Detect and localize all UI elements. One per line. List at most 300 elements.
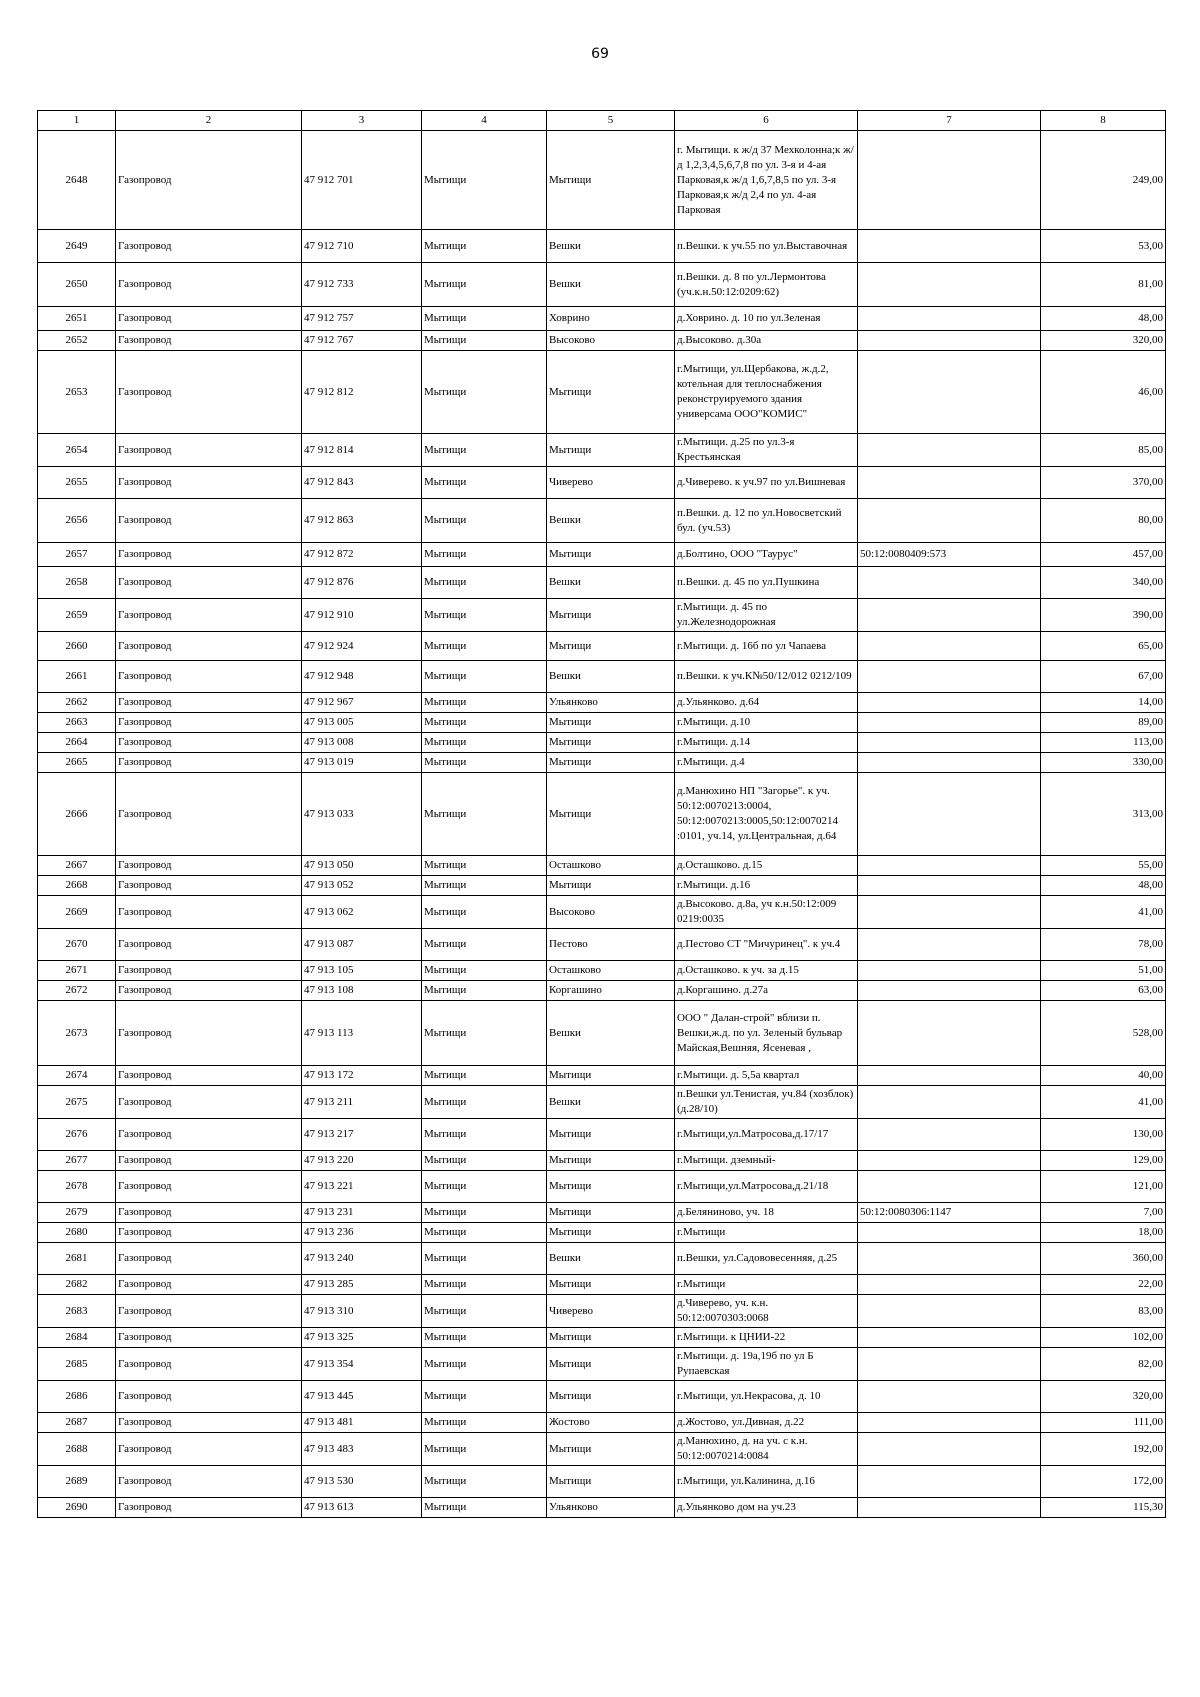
table-row <box>38 929 1166 961</box>
cell-address: п.Вешки. к уч.55 по ул.Выставочная <box>675 230 858 263</box>
cell-length: 113,00 <box>1041 733 1166 753</box>
cell-address: г.Мытищи,ул.Матросова,д.21/18 <box>675 1171 858 1203</box>
cell-cadastral-number <box>858 856 1041 876</box>
table-row <box>38 632 1166 661</box>
cell-oktmo-code: 47 913 221 <box>302 1171 422 1203</box>
cell-row-number: 2683 <box>38 1295 116 1328</box>
cell-cadastral-number <box>858 1243 1041 1275</box>
cell-oktmo-code: 47 912 710 <box>302 230 422 263</box>
cell-row-number: 2657 <box>38 543 116 567</box>
cell-oktmo-code: 47 913 005 <box>302 713 422 733</box>
cell-address: г.Мытищи. д.10 <box>675 713 858 733</box>
cell-oktmo-code: 47 912 863 <box>302 499 422 543</box>
cell-cadastral-number <box>858 753 1041 773</box>
cell-object-type: Газопровод <box>116 351 302 434</box>
table-row <box>38 876 1166 896</box>
cell-address: д.Высоково. д.8а, уч к.н.50:12:009 0219:0035 <box>675 896 858 929</box>
cell-row-number: 2688 <box>38 1433 116 1466</box>
cell-object-type: Газопровод <box>116 331 302 351</box>
cell-length: 528,00 <box>1041 1001 1166 1066</box>
cell-oktmo-code: 47 912 872 <box>302 543 422 567</box>
cell-settlement: Чиверево <box>547 467 675 499</box>
cell-municipality: Мытищи <box>422 1466 547 1498</box>
table-row <box>38 499 1166 543</box>
cell-address: г.Мытищи. д.14 <box>675 733 858 753</box>
cell-address: д.Ховрино. д. 10 по ул.Зеленая <box>675 307 858 331</box>
cell-object-type: Газопровод <box>116 434 302 467</box>
cell-row-number: 2666 <box>38 773 116 856</box>
cell-object-type: Газопровод <box>116 1348 302 1381</box>
cell-settlement: Мытищи <box>547 1328 675 1348</box>
cell-municipality: Мытищи <box>422 263 547 307</box>
cell-cadastral-number <box>858 1223 1041 1243</box>
cell-row-number: 2690 <box>38 1498 116 1518</box>
cell-address: г.Мытищи, ул.Некрасова, д. 10 <box>675 1381 858 1413</box>
table-row <box>38 961 1166 981</box>
table-row <box>38 1328 1166 1348</box>
cell-settlement: Мытищи <box>547 351 675 434</box>
table-row <box>38 856 1166 876</box>
cell-municipality: Мытищи <box>422 1348 547 1381</box>
cell-cadastral-number <box>858 1275 1041 1295</box>
cell-municipality: Мытищи <box>422 896 547 929</box>
table-row <box>38 1001 1166 1066</box>
cell-length: 130,00 <box>1041 1119 1166 1151</box>
cell-settlement: Мытищи <box>547 131 675 230</box>
cell-oktmo-code: 47 913 050 <box>302 856 422 876</box>
column-header: 8 <box>1041 111 1166 131</box>
cell-settlement: Ульянково <box>547 693 675 713</box>
cell-settlement: Ховрино <box>547 307 675 331</box>
table-row <box>38 567 1166 599</box>
cell-cadastral-number <box>858 131 1041 230</box>
cell-settlement: Мытищи <box>547 632 675 661</box>
cell-cadastral-number <box>858 599 1041 632</box>
cell-municipality: Мытищи <box>422 632 547 661</box>
cell-settlement: Осташково <box>547 961 675 981</box>
cell-length: 67,00 <box>1041 661 1166 693</box>
cell-address: г.Мытищи,ул.Матросова,д.17/17 <box>675 1119 858 1151</box>
cell-row-number: 2670 <box>38 929 116 961</box>
cell-length: 81,00 <box>1041 263 1166 307</box>
table-row <box>38 331 1166 351</box>
cell-municipality: Мытищи <box>422 351 547 434</box>
cell-address: г.Мытищи, ул.Щербакова, ж.д.2, котельная для теплоснабжения реконструируемого здания универсама ООО"КОМИС" <box>675 351 858 434</box>
cell-object-type: Газопровод <box>116 1151 302 1171</box>
header-row <box>38 111 1166 131</box>
cell-settlement: Вешки <box>547 1243 675 1275</box>
cell-oktmo-code: 47 913 483 <box>302 1433 422 1466</box>
cell-length: 63,00 <box>1041 981 1166 1001</box>
cell-object-type: Газопровод <box>116 661 302 693</box>
cell-settlement: Мытищи <box>547 733 675 753</box>
cell-municipality: Мытищи <box>422 1433 547 1466</box>
cell-oktmo-code: 47 913 310 <box>302 1295 422 1328</box>
cell-cadastral-number <box>858 263 1041 307</box>
cell-object-type: Газопровод <box>116 1171 302 1203</box>
cell-cadastral-number: 50:12:0080409:573 <box>858 543 1041 567</box>
cell-object-type: Газопровод <box>116 307 302 331</box>
cell-length: 65,00 <box>1041 632 1166 661</box>
cell-row-number: 2685 <box>38 1348 116 1381</box>
cell-length: 41,00 <box>1041 896 1166 929</box>
cell-object-type: Газопровод <box>116 1466 302 1498</box>
cell-settlement: Мытищи <box>547 1433 675 1466</box>
cell-row-number: 2660 <box>38 632 116 661</box>
cell-municipality: Мытищи <box>422 1151 547 1171</box>
cell-cadastral-number <box>858 467 1041 499</box>
cell-municipality: Мытищи <box>422 733 547 753</box>
cell-municipality: Мытищи <box>422 856 547 876</box>
cell-address: п.Вешки, ул.Садововесенняя, д.25 <box>675 1243 858 1275</box>
page-number: 69 <box>591 46 609 62</box>
cell-cadastral-number <box>858 307 1041 331</box>
cell-length: 53,00 <box>1041 230 1166 263</box>
cell-settlement: Вешки <box>547 230 675 263</box>
cell-oktmo-code: 47 912 814 <box>302 434 422 467</box>
cell-settlement: Ульянково <box>547 1498 675 1518</box>
cell-settlement: Вешки <box>547 263 675 307</box>
cell-address: д.Чиверево, уч. к.н. 50:12:0070303:0068 <box>675 1295 858 1328</box>
cell-object-type: Газопровод <box>116 1243 302 1275</box>
cell-row-number: 2669 <box>38 896 116 929</box>
table-row <box>38 713 1166 733</box>
cell-row-number: 2654 <box>38 434 116 467</box>
table-row <box>38 896 1166 929</box>
cell-row-number: 2678 <box>38 1171 116 1203</box>
table-row <box>38 263 1166 307</box>
cell-oktmo-code: 47 912 948 <box>302 661 422 693</box>
table-row <box>38 599 1166 632</box>
cell-object-type: Газопровод <box>116 1328 302 1348</box>
column-header: 1 <box>38 111 116 131</box>
cell-length: 78,00 <box>1041 929 1166 961</box>
cell-object-type: Газопровод <box>116 1295 302 1328</box>
table-row <box>38 1295 1166 1328</box>
cell-municipality: Мытищи <box>422 599 547 632</box>
cell-address: д.Беляниново, уч. 18 <box>675 1203 858 1223</box>
table-row <box>38 1086 1166 1119</box>
column-header: 2 <box>116 111 302 131</box>
cell-address: г.Мытищи. к ЦНИИ-22 <box>675 1328 858 1348</box>
cell-settlement: Мытищи <box>547 1171 675 1203</box>
cell-address: г.Мытищи <box>675 1223 858 1243</box>
cell-oktmo-code: 47 913 613 <box>302 1498 422 1518</box>
cell-settlement: Высоково <box>547 331 675 351</box>
cell-municipality: Мытищи <box>422 567 547 599</box>
cell-row-number: 2682 <box>38 1275 116 1295</box>
cell-address: г.Мытищи. д. 45 по ул.Железнодорожная <box>675 599 858 632</box>
cell-address: г.Мытищи. д.16 <box>675 876 858 896</box>
cell-row-number: 2652 <box>38 331 116 351</box>
cell-cadastral-number <box>858 1413 1041 1433</box>
cell-cadastral-number <box>858 733 1041 753</box>
cell-oktmo-code: 47 912 767 <box>302 331 422 351</box>
table-row <box>38 1275 1166 1295</box>
cell-address: п.Вешки. к уч.К№50/12/012 0212/109 <box>675 661 858 693</box>
cell-cadastral-number <box>858 961 1041 981</box>
cell-address: д.Чиверево. к уч.97 по ул.Вишневая <box>675 467 858 499</box>
cell-municipality: Мытищи <box>422 693 547 713</box>
cell-oktmo-code: 47 912 967 <box>302 693 422 713</box>
cell-row-number: 2659 <box>38 599 116 632</box>
cell-cadastral-number <box>858 1348 1041 1381</box>
cell-length: 249,00 <box>1041 131 1166 230</box>
cell-row-number: 2673 <box>38 1001 116 1066</box>
cell-object-type: Газопровод <box>116 856 302 876</box>
cell-oktmo-code: 47 913 105 <box>302 961 422 981</box>
cell-object-type: Газопровод <box>116 1086 302 1119</box>
cell-object-type: Газопровод <box>116 961 302 981</box>
cell-municipality: Мытищи <box>422 929 547 961</box>
cell-cadastral-number <box>858 1119 1041 1151</box>
cell-length: 83,00 <box>1041 1295 1166 1328</box>
cell-settlement: Мытищи <box>547 1381 675 1413</box>
cell-object-type: Газопровод <box>116 1119 302 1151</box>
cell-oktmo-code: 47 912 757 <box>302 307 422 331</box>
cell-oktmo-code: 47 913 087 <box>302 929 422 961</box>
cell-settlement: Мытищи <box>547 876 675 896</box>
cell-settlement: Мытищи <box>547 773 675 856</box>
cell-municipality: Мытищи <box>422 434 547 467</box>
cell-oktmo-code: 47 913 033 <box>302 773 422 856</box>
cell-row-number: 2671 <box>38 961 116 981</box>
table-row <box>38 1171 1166 1203</box>
cell-object-type: Газопровод <box>116 773 302 856</box>
cell-oktmo-code: 47 913 172 <box>302 1066 422 1086</box>
cell-oktmo-code: 47 912 924 <box>302 632 422 661</box>
cell-oktmo-code: 47 912 812 <box>302 351 422 434</box>
cell-object-type: Газопровод <box>116 1066 302 1086</box>
cell-address: ООО " Далан-строй" вблизи п. Вешки,ж.д. по ул. Зеленый бульвар Майская,Вешняя, Ясеневая , <box>675 1001 858 1066</box>
cell-object-type: Газопровод <box>116 567 302 599</box>
table-row <box>38 1498 1166 1518</box>
cell-object-type: Газопровод <box>116 1001 302 1066</box>
register-table <box>37 110 1166 1518</box>
cell-address: д.Жостово, ул.Дивная, д.22 <box>675 1413 858 1433</box>
cell-row-number: 2679 <box>38 1203 116 1223</box>
table-row <box>38 753 1166 773</box>
cell-cadastral-number <box>858 331 1041 351</box>
column-header: 5 <box>547 111 675 131</box>
cell-settlement: Коргашино <box>547 981 675 1001</box>
cell-cadastral-number <box>858 1086 1041 1119</box>
cell-row-number: 2665 <box>38 753 116 773</box>
cell-cadastral-number <box>858 1433 1041 1466</box>
cell-address: п.Вешки. д. 45 по ул.Пушкина <box>675 567 858 599</box>
cell-object-type: Газопровод <box>116 543 302 567</box>
cell-length: 457,00 <box>1041 543 1166 567</box>
table-row <box>38 1151 1166 1171</box>
cell-object-type: Газопровод <box>116 981 302 1001</box>
cell-row-number: 2653 <box>38 351 116 434</box>
cell-cadastral-number <box>858 773 1041 856</box>
cell-row-number: 2681 <box>38 1243 116 1275</box>
cell-length: 115,30 <box>1041 1498 1166 1518</box>
cell-object-type: Газопровод <box>116 929 302 961</box>
cell-row-number: 2676 <box>38 1119 116 1151</box>
cell-length: 370,00 <box>1041 467 1166 499</box>
cell-cadastral-number <box>858 876 1041 896</box>
cell-oktmo-code: 47 913 240 <box>302 1243 422 1275</box>
table-row <box>38 351 1166 434</box>
cell-length: 55,00 <box>1041 856 1166 876</box>
cell-address: д.Пестово СТ "Мичуринец". к уч.4 <box>675 929 858 961</box>
cell-municipality: Мытищи <box>422 467 547 499</box>
table-row <box>38 1203 1166 1223</box>
cell-address: д.Ульянково дом на уч.23 <box>675 1498 858 1518</box>
cell-oktmo-code: 47 913 008 <box>302 733 422 753</box>
cell-cadastral-number <box>858 230 1041 263</box>
cell-settlement: Чиверево <box>547 1295 675 1328</box>
cell-row-number: 2658 <box>38 567 116 599</box>
cell-settlement: Осташково <box>547 856 675 876</box>
cell-row-number: 2650 <box>38 263 116 307</box>
cell-municipality: Мытищи <box>422 773 547 856</box>
cell-settlement: Жостово <box>547 1413 675 1433</box>
cell-object-type: Газопровод <box>116 733 302 753</box>
cell-settlement: Мытищи <box>547 1348 675 1381</box>
cell-oktmo-code: 47 912 733 <box>302 263 422 307</box>
cell-length: 48,00 <box>1041 876 1166 896</box>
cell-cadastral-number <box>858 632 1041 661</box>
cell-length: 14,00 <box>1041 693 1166 713</box>
cell-object-type: Газопровод <box>116 1381 302 1413</box>
cell-settlement: Пестово <box>547 929 675 961</box>
cell-object-type: Газопровод <box>116 896 302 929</box>
cell-length: 7,00 <box>1041 1203 1166 1223</box>
cell-row-number: 2656 <box>38 499 116 543</box>
cell-oktmo-code: 47 913 530 <box>302 1466 422 1498</box>
cell-oktmo-code: 47 913 231 <box>302 1203 422 1223</box>
cell-length: 102,00 <box>1041 1328 1166 1348</box>
cell-row-number: 2686 <box>38 1381 116 1413</box>
cell-oktmo-code: 47 912 701 <box>302 131 422 230</box>
cell-length: 172,00 <box>1041 1466 1166 1498</box>
table-row <box>38 1413 1166 1433</box>
cell-settlement: Мытищи <box>547 434 675 467</box>
cell-settlement: Мытищи <box>547 543 675 567</box>
cell-address: д.Осташково. к уч. за д.15 <box>675 961 858 981</box>
table-row <box>38 1466 1166 1498</box>
cell-municipality: Мытищи <box>422 1498 547 1518</box>
cell-cadastral-number <box>858 1001 1041 1066</box>
cell-address: д.Болтино, ООО "Таурус" <box>675 543 858 567</box>
cell-address: г.Мытищи. д. 5,5а квартал <box>675 1066 858 1086</box>
cell-settlement: Мытищи <box>547 1223 675 1243</box>
column-header: 4 <box>422 111 547 131</box>
table-body <box>38 131 1166 1518</box>
cell-length: 192,00 <box>1041 1433 1166 1466</box>
cell-cadastral-number <box>858 981 1041 1001</box>
cell-cadastral-number <box>858 351 1041 434</box>
cell-length: 41,00 <box>1041 1086 1166 1119</box>
cell-municipality: Мытищи <box>422 1328 547 1348</box>
cell-oktmo-code: 47 913 108 <box>302 981 422 1001</box>
cell-oktmo-code: 47 913 113 <box>302 1001 422 1066</box>
cell-row-number: 2661 <box>38 661 116 693</box>
cell-cadastral-number <box>858 713 1041 733</box>
cell-municipality: Мытищи <box>422 661 547 693</box>
cell-object-type: Газопровод <box>116 467 302 499</box>
cell-length: 340,00 <box>1041 567 1166 599</box>
cell-row-number: 2655 <box>38 467 116 499</box>
cell-oktmo-code: 47 913 481 <box>302 1413 422 1433</box>
cell-object-type: Газопровод <box>116 693 302 713</box>
cell-row-number: 2689 <box>38 1466 116 1498</box>
table-row <box>38 230 1166 263</box>
cell-row-number: 2663 <box>38 713 116 733</box>
table-row <box>38 543 1166 567</box>
table-row <box>38 733 1166 753</box>
table-row <box>38 693 1166 713</box>
cell-length: 40,00 <box>1041 1066 1166 1086</box>
table-row <box>38 661 1166 693</box>
cell-object-type: Газопровод <box>116 1223 302 1243</box>
cell-settlement: Мытищи <box>547 1066 675 1086</box>
cell-row-number: 2667 <box>38 856 116 876</box>
table-row <box>38 467 1166 499</box>
cell-address: г.Мытищи <box>675 1275 858 1295</box>
cell-object-type: Газопровод <box>116 876 302 896</box>
table-row <box>38 773 1166 856</box>
cell-length: 129,00 <box>1041 1151 1166 1171</box>
cell-municipality: Мытищи <box>422 1171 547 1203</box>
cell-municipality: Мытищи <box>422 1086 547 1119</box>
cell-length: 82,00 <box>1041 1348 1166 1381</box>
cell-municipality: Мытищи <box>422 1223 547 1243</box>
cell-municipality: Мытищи <box>422 1203 547 1223</box>
cell-row-number: 2649 <box>38 230 116 263</box>
cell-object-type: Газопровод <box>116 1498 302 1518</box>
cell-municipality: Мытищи <box>422 307 547 331</box>
cell-cadastral-number <box>858 1466 1041 1498</box>
table-row <box>38 307 1166 331</box>
cell-settlement: Вешки <box>547 499 675 543</box>
cell-object-type: Газопровод <box>116 632 302 661</box>
cell-settlement: Высоково <box>547 896 675 929</box>
cell-municipality: Мытищи <box>422 543 547 567</box>
cell-length: 22,00 <box>1041 1275 1166 1295</box>
table-row <box>38 1223 1166 1243</box>
cell-oktmo-code: 47 913 354 <box>302 1348 422 1381</box>
cell-settlement: Вешки <box>547 1001 675 1066</box>
cell-object-type: Газопровод <box>116 1203 302 1223</box>
cell-address: п.Вешки ул.Тенистая, уч.84 (хозблок) (д.28/10) <box>675 1086 858 1119</box>
table-row <box>38 1433 1166 1466</box>
cell-address: г.Мытищи. д.4 <box>675 753 858 773</box>
cell-row-number: 2680 <box>38 1223 116 1243</box>
cell-cadastral-number <box>858 693 1041 713</box>
column-header: 7 <box>858 111 1041 131</box>
cell-municipality: Мытищи <box>422 753 547 773</box>
cell-object-type: Газопровод <box>116 753 302 773</box>
table-row <box>38 1381 1166 1413</box>
cell-address: г. Мытищи. к ж/д 37 Мехколонна;к ж/д 1,2,3,4,5,6,7,8 по ул. 3-я и 4-ая Парковая,к ж/д 1,6,7,8,5 по ул. 3-я Парковая,к ж/д 2,4 по ул. 4-ая Парковая <box>675 131 858 230</box>
cell-address: д.Осташково. д.15 <box>675 856 858 876</box>
cell-row-number: 2672 <box>38 981 116 1001</box>
cell-cadastral-number <box>858 434 1041 467</box>
cell-oktmo-code: 47 912 843 <box>302 467 422 499</box>
cell-address: д.Высоково. д.30а <box>675 331 858 351</box>
cell-length: 111,00 <box>1041 1413 1166 1433</box>
cell-municipality: Мытищи <box>422 331 547 351</box>
cell-address: г.Мытищи, ул.Калинина, д.16 <box>675 1466 858 1498</box>
cell-length: 89,00 <box>1041 713 1166 733</box>
cell-municipality: Мытищи <box>422 1413 547 1433</box>
cell-object-type: Газопровод <box>116 499 302 543</box>
cell-address: д.Ульянково. д.64 <box>675 693 858 713</box>
